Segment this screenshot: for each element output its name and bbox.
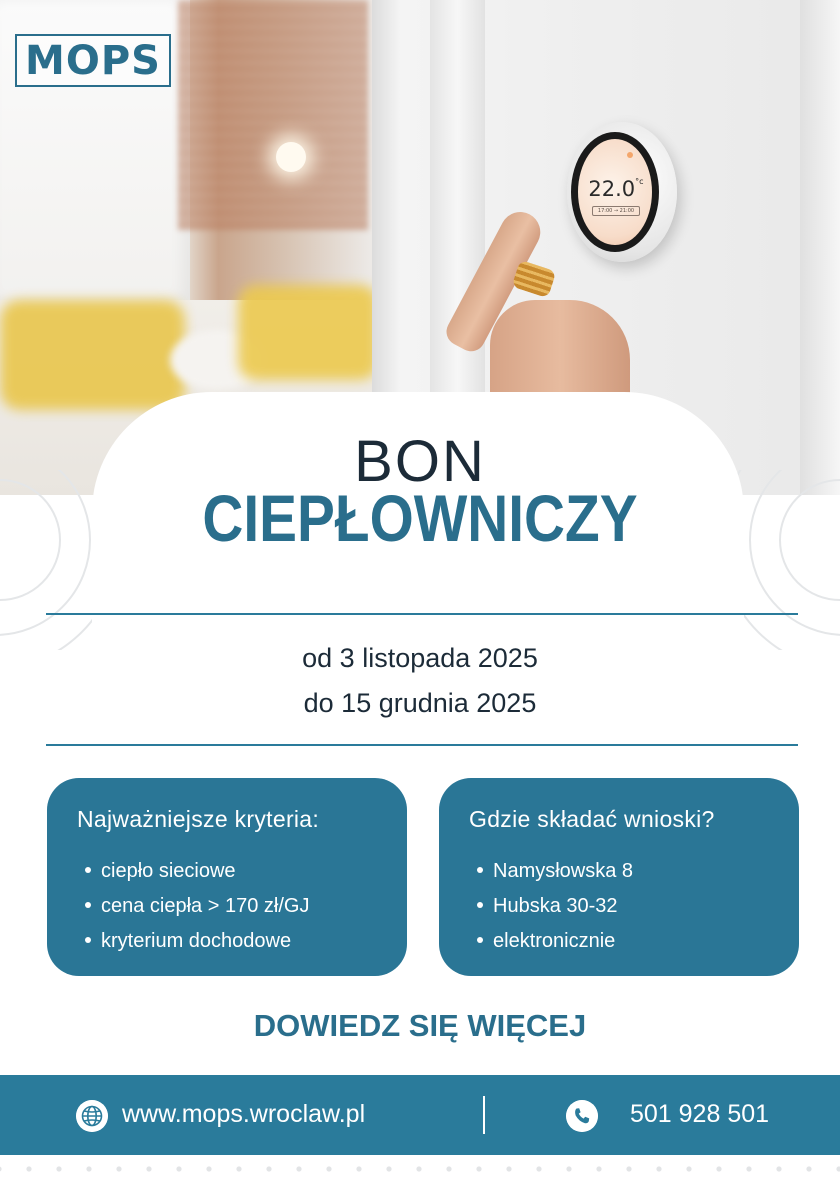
where-list <box>477 854 633 959</box>
thermostat-schedule: 17:00 → 21:00 <box>592 206 640 216</box>
background-brick-wall <box>178 0 368 230</box>
list-item: cena ciepła > 170 zł/GJ <box>85 889 309 924</box>
globe-icon <box>76 1100 108 1132</box>
gold-ring <box>512 260 557 298</box>
where-heading: Gdzie składać wnioski? <box>469 806 715 832</box>
dotted-border <box>0 1166 840 1172</box>
list-item: kryterium dochodowe <box>85 924 309 959</box>
list-item: ciepło sieciowe <box>85 854 309 889</box>
thermostat-temperature: $22.0^{^\circ c}$ <box>588 177 644 201</box>
footer-bar <box>0 1075 840 1155</box>
mops-logo <box>15 34 171 87</box>
phone-number[interactable]: 501 928 501 <box>630 1100 770 1128</box>
footer-divider <box>483 1096 485 1134</box>
where-box <box>439 778 799 976</box>
criteria-heading: Najważniejsze kryteria: <box>77 806 320 832</box>
date-to: do 15 grudnia 2025 <box>303 688 537 718</box>
criteria-list <box>85 854 309 959</box>
background-lamp <box>276 142 306 172</box>
door-edge <box>800 0 840 495</box>
list-item: Hubska 30-32 <box>477 889 633 924</box>
background-yellow-armchair <box>0 300 185 410</box>
title-line-1: BON <box>354 429 486 494</box>
list-item: elektronicznie <box>477 924 633 959</box>
logo-text: MOPS <box>25 37 161 84</box>
criteria-box <box>47 778 407 976</box>
title-line-2: CIEPŁOWNICZY <box>202 481 638 555</box>
website-link[interactable]: www.mops.wroclaw.pl <box>122 1100 366 1128</box>
date-from: od 3 listopada 2025 <box>302 643 538 673</box>
background-yellow-armchair-2 <box>238 285 378 380</box>
list-item: Namysłowska 8 <box>477 854 633 889</box>
learn-more-heading: DOWIEDZ SIĘ WIĘCEJ <box>253 1008 587 1043</box>
phone-icon <box>566 1100 598 1132</box>
divider-top <box>46 613 798 615</box>
divider-bottom <box>46 744 798 746</box>
hand-pointing <box>490 205 640 405</box>
